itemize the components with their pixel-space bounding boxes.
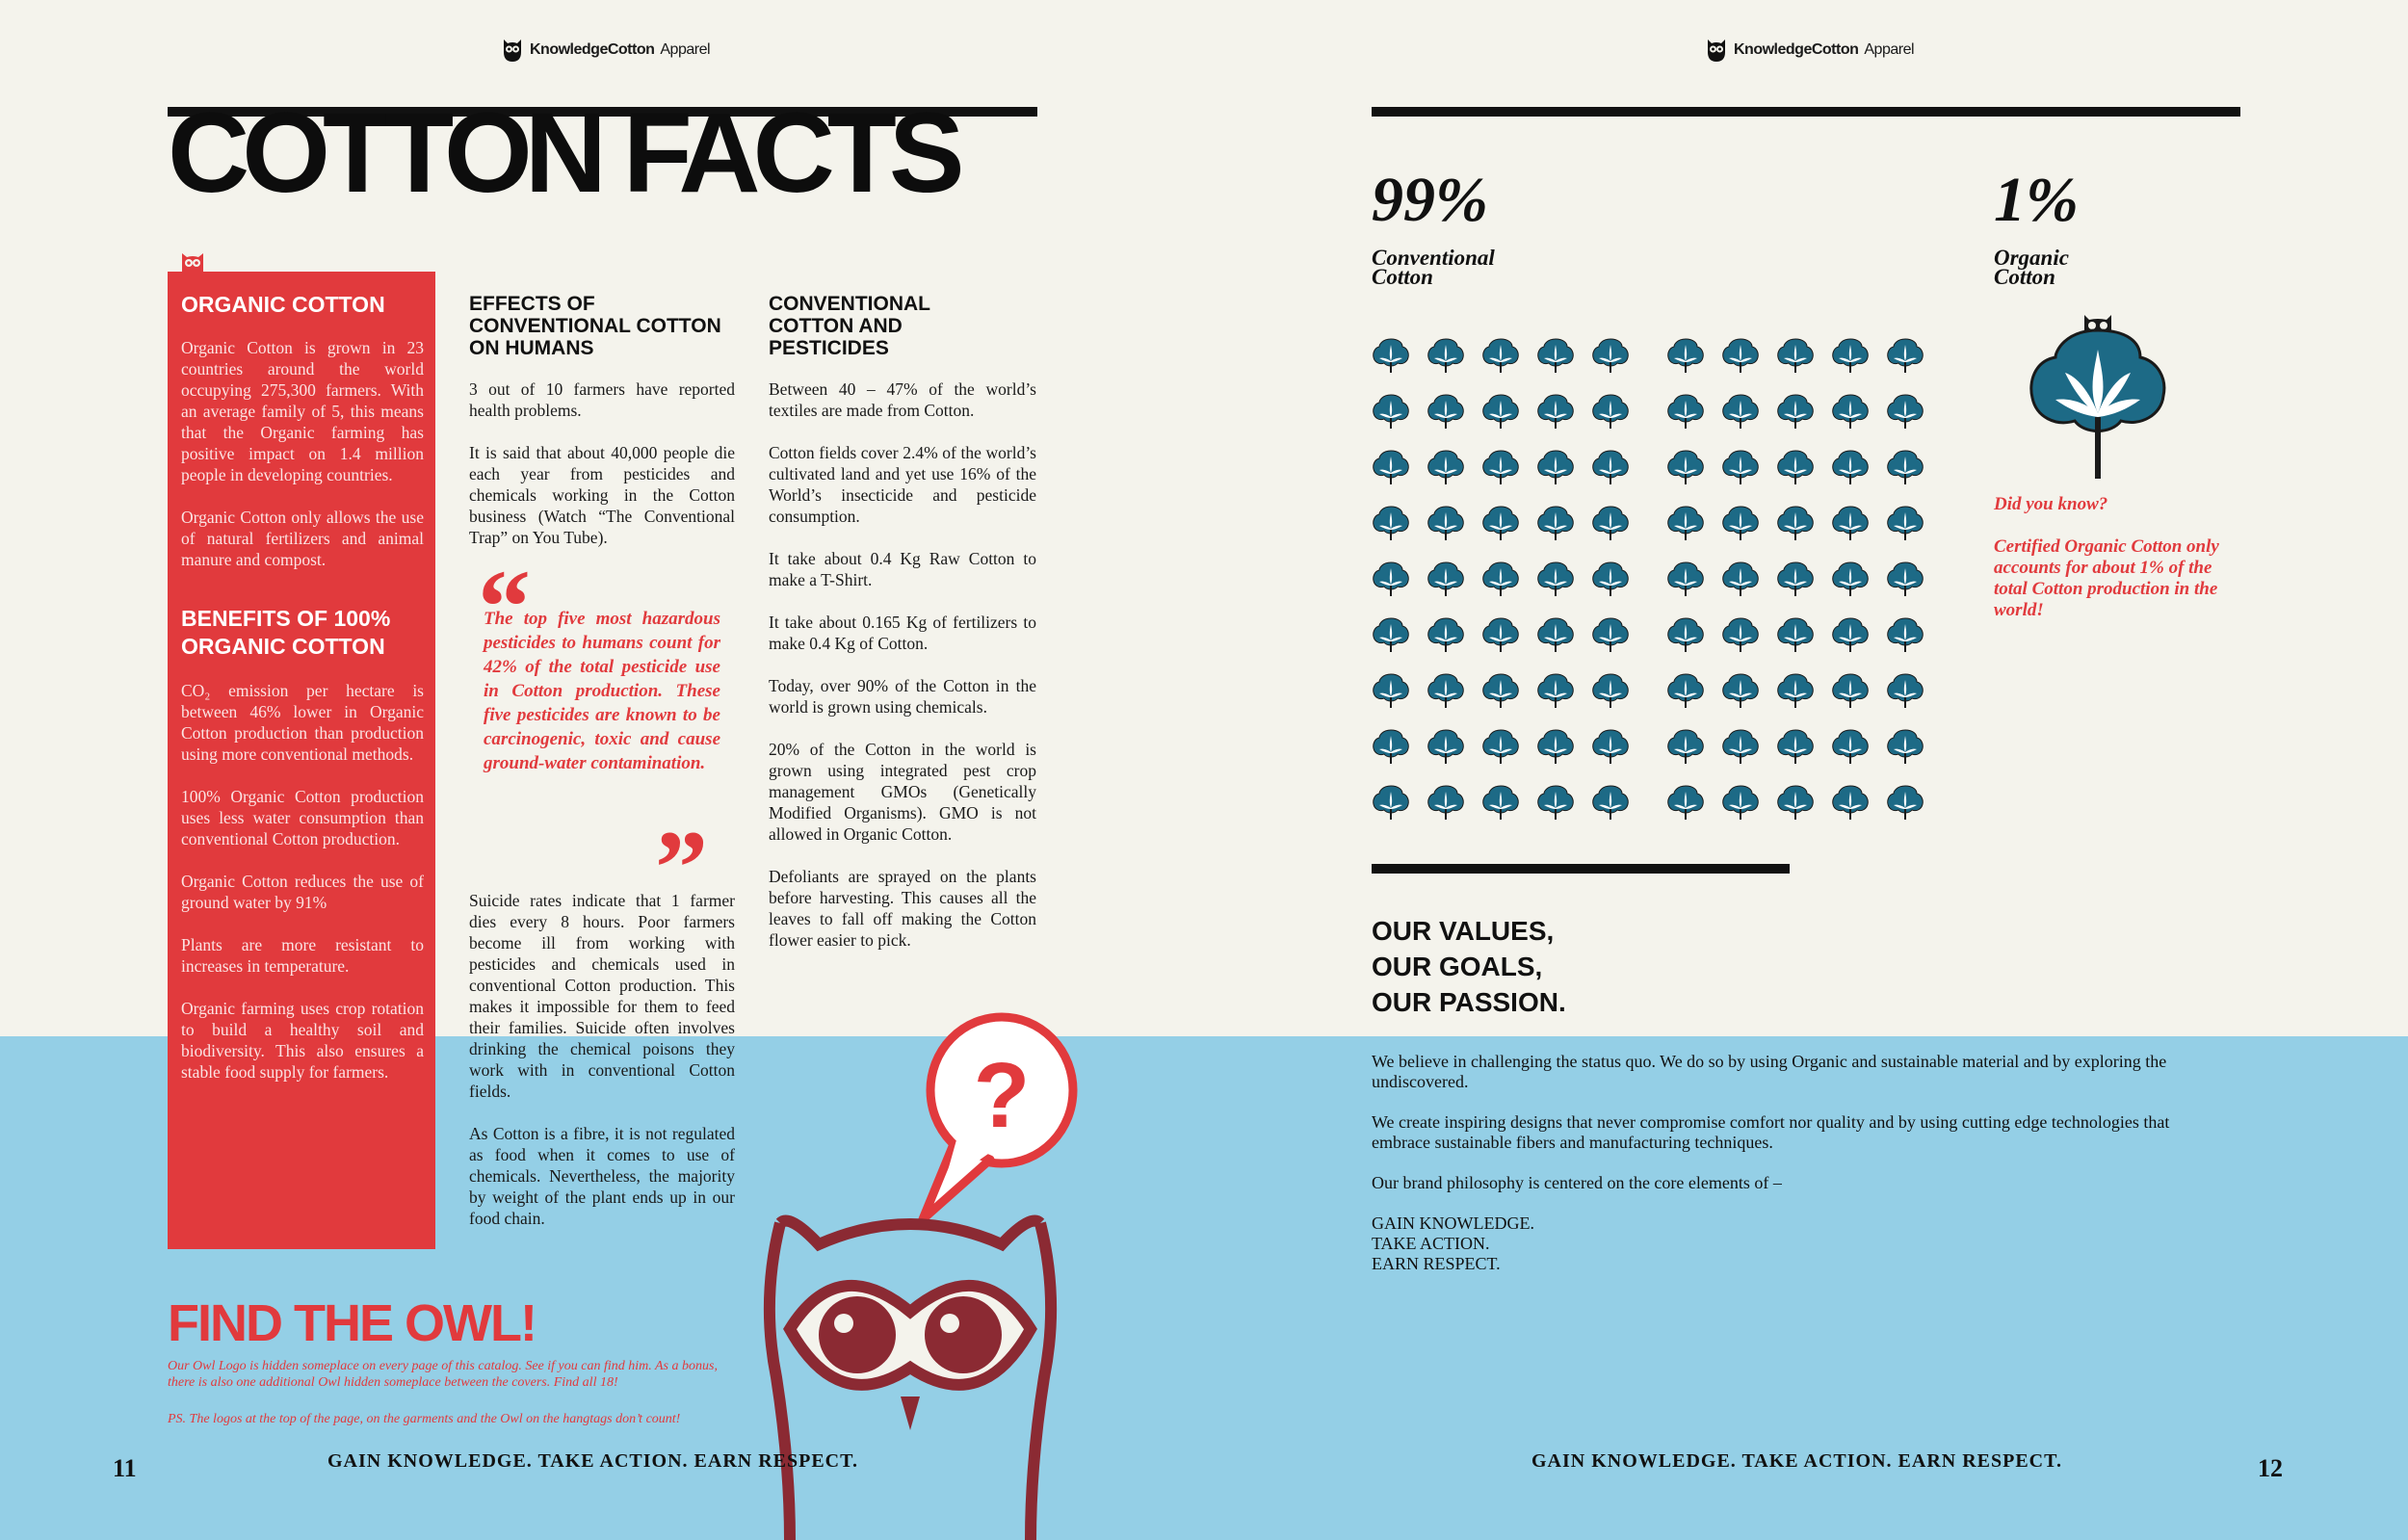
- cotton-tree-icon: [1776, 782, 1815, 821]
- conventional-paragraph: Cotton fields cover 2.4% of the world’s cultivated land and yet use 16% of the World’s insecticide and pesticide consumption.: [769, 443, 1036, 526]
- cotton-tree-icon: [1536, 335, 1575, 374]
- cotton-tree-icon: [1776, 670, 1815, 709]
- cotton-tree-icon: [1831, 726, 1870, 765]
- cotton-tree-icon: [1372, 726, 1410, 765]
- cotton-tree-icon: [1831, 391, 1870, 430]
- effects-heading: EFFECTS OF CONVENTIONAL COTTON ON HUMANS: [469, 293, 721, 359]
- cotton-tree-icon: [1536, 559, 1575, 597]
- cotton-tree-icon: [1481, 503, 1520, 541]
- cotton-tree-icon: [1666, 782, 1705, 821]
- cotton-tree-icon: [1666, 503, 1705, 541]
- conventional-paragraph: It take about 0.4 Kg Raw Cotton to make a T-Shirt.: [769, 549, 1036, 589]
- cotton-tree-icon: [1536, 391, 1575, 430]
- cotton-tree-icon: [1481, 447, 1520, 485]
- cotton-tree-icon: [1426, 670, 1465, 709]
- effects-paragraph: 3 out of 10 farmers have reported health problems.: [469, 379, 735, 420]
- cotton-tree-icon: [1591, 614, 1630, 653]
- cotton-tree-icon: [1426, 614, 1465, 653]
- cotton-tree-icon: [1536, 447, 1575, 485]
- organic-label: [1994, 248, 2069, 287]
- benefit-paragraph: Organic Cotton reduces the use of ground water by 91%: [181, 872, 424, 912]
- values-heading: [1372, 913, 1566, 1020]
- cotton-tree-icon: [1776, 726, 1815, 765]
- owl-logo-icon: [501, 37, 524, 64]
- cotton-tree-icon: [1426, 335, 1465, 374]
- cotton-tree-icon: [1831, 503, 1870, 541]
- cotton-tree-icon: [1536, 503, 1575, 541]
- cotton-tree-icon: [1426, 391, 1465, 430]
- cotton-tree-icon: [1591, 782, 1630, 821]
- cotton-tree-icon: [1372, 782, 1410, 821]
- cotton-tree-icon: [1776, 391, 1815, 430]
- cotton-tree-icon: [1831, 559, 1870, 597]
- owl-logo-icon: [1705, 37, 1728, 64]
- cotton-tree-icon: [1776, 447, 1815, 485]
- cotton-tree-icon: [1886, 670, 1924, 709]
- page-title: COTTON FACTS: [168, 90, 957, 217]
- brand-name-bold: KnowledgeCotton: [1734, 41, 1859, 58]
- cotton-tree-icon: [1886, 503, 1924, 541]
- cotton-tree-icon: [1591, 726, 1630, 765]
- cotton-tree-icon: [1886, 614, 1924, 653]
- cotton-tree-icon: [1721, 503, 1760, 541]
- cotton-tree-icon: [1481, 614, 1520, 653]
- cotton-tree-icon: [1886, 447, 1924, 485]
- cotton-tree-icon: [1591, 447, 1630, 485]
- label-line: Conventional: [1372, 246, 1495, 270]
- effects-paragraph: As Cotton is a fibre, it is not regulated as food when it comes to use of chemicals. Nevertheless, the majority by weight of the plant ends up in our food chain.: [469, 1124, 735, 1228]
- cotton-tree-icon: [1372, 614, 1410, 653]
- cotton-tree-icon: [1721, 559, 1760, 597]
- cotton-tree-icon: [1666, 559, 1705, 597]
- organic-paragraph: Organic Cotton is grown in 23 countries around the world occupying 275,300 farmers. With an average family of 5, this means that the Organic farming has positive impact on 1.4 million people in developing countries.: [181, 338, 424, 484]
- label-line: Cotton: [1372, 265, 1433, 289]
- cotton-tree-icon: [1776, 614, 1815, 653]
- cotton-tree-grid: [1372, 335, 1936, 817]
- footer-motto-right: GAIN KNOWLEDGE. TAKE ACTION. EARN RESPECT.: [1531, 1450, 2062, 1472]
- motto-line: EARN RESPECT.: [1372, 1254, 1501, 1273]
- organic-heading: ORGANIC COTTON: [181, 292, 385, 317]
- label-line: Cotton: [1994, 265, 2055, 289]
- brand-logo-left[interactable]: [501, 37, 710, 64]
- conventional-paragraph: 20% of the Cotton in the world is grown using integrated pest crop management GMOs (Genetically Modified Organisms). GMO is not allowed in Organic Cotton.: [769, 740, 1036, 844]
- values-text: [1372, 1052, 2219, 1274]
- brand-logo-right[interactable]: [1705, 37, 1914, 64]
- cotton-tree-icon: [1666, 335, 1705, 374]
- benefits-text: [181, 680, 424, 1104]
- cotton-tree-icon: [1831, 614, 1870, 653]
- cotton-tree-icon: [1886, 782, 1924, 821]
- cotton-tree-icon: [1481, 782, 1520, 821]
- effects-text-bottom: [469, 890, 735, 1250]
- effects-paragraph: Suicide rates indicate that 1 farmer dies every 8 hours. Poor farmers become ill from working with pesticides and chemicals used in conventional Cotton production. This makes it impossible for them to feed their families. Suicide often involves drinking the chemical poisons they work with in conventional Cotton fields.: [469, 891, 735, 1101]
- owl-icon: [179, 252, 206, 274]
- conventional-text: [769, 378, 1036, 972]
- cotton-tree-icon: [1721, 670, 1760, 709]
- cotton-tree-icon: [1372, 559, 1410, 597]
- cotton-tree-icon: [1721, 782, 1760, 821]
- cotton-tree-icon: [1481, 335, 1520, 374]
- top-rule-right: [1372, 107, 2240, 117]
- effects-paragraph: It is said that about 40,000 people die each year from pesticides and chemicals working in the Cotton business (Watch “The Conventional Trap” on You Tube).: [469, 443, 735, 547]
- organic-percent: 1%: [1994, 165, 2079, 235]
- conventional-paragraph: Defoliants are sprayed on the plants before harvesting. This causes all the leaves to fall off making the Cotton flower easier to pick.: [769, 867, 1036, 950]
- cotton-tree-icon: [1666, 726, 1705, 765]
- cotton-tree-icon: [1666, 391, 1705, 430]
- cotton-tree-icon: [1776, 335, 1815, 374]
- benefit-paragraph: Organic farming uses crop rotation to build a healthy soil and biodiversity. This also ensures a stable food supply for farmers.: [181, 999, 424, 1082]
- values-paragraph: Our brand philosophy is centered on the core elements of –: [1372, 1173, 1782, 1192]
- cotton-tree-icon: [1776, 559, 1815, 597]
- cotton-tree-icon: [1426, 559, 1465, 597]
- cotton-tree-icon: [1426, 503, 1465, 541]
- values-paragraph: We create inspiring designs that never compromise comfort nor quality and by using cutting edge technologies that embrace sustainable fibers and manufacturing techniques.: [1372, 1112, 2170, 1152]
- organic-cotton-tree-icon: [2027, 313, 2169, 479]
- cotton-tree-icon: [1886, 391, 1924, 430]
- benefit-paragraph: 100% Organic Cotton production uses less water consumption than conventional Cotton production.: [181, 787, 424, 848]
- cotton-tree-icon: [1481, 726, 1520, 765]
- benefit-paragraph: CO₂ emission per hectare is between 46% lower in Organic Cotton production than production using more conventional methods.: [181, 681, 424, 764]
- organic-sidebar: [168, 272, 435, 1249]
- values-paragraph: We believe in challenging the status quo. We do so by using Organic and sustainable material and by exploring the undiscovered.: [1372, 1052, 2167, 1091]
- cotton-tree-icon: [1536, 614, 1575, 653]
- cotton-tree-icon: [1831, 782, 1870, 821]
- cotton-tree-icon: [1372, 670, 1410, 709]
- conventional-percent: 99%: [1372, 165, 1488, 235]
- cotton-tree-icon: [1721, 614, 1760, 653]
- values-heading-line: OUR GOALS,: [1372, 952, 1543, 981]
- values-rule: [1372, 864, 1790, 874]
- conventional-heading: CONVENTIONAL COTTON AND PESTICIDES: [769, 293, 930, 359]
- cotton-tree-icon: [1591, 335, 1630, 374]
- cotton-tree-icon: [1591, 559, 1630, 597]
- cotton-tree-icon: [1831, 335, 1870, 374]
- values-heading-line: OUR PASSION.: [1372, 987, 1566, 1017]
- cotton-tree-icon: [1831, 670, 1870, 709]
- cotton-tree-icon: [1591, 391, 1630, 430]
- cotton-tree-icon: [1886, 726, 1924, 765]
- cotton-tree-icon: [1776, 503, 1815, 541]
- cotton-tree-icon: [1372, 391, 1410, 430]
- cotton-tree-icon: [1721, 335, 1760, 374]
- cotton-tree-icon: [1426, 447, 1465, 485]
- motto-line: GAIN KNOWLEDGE.: [1372, 1214, 1534, 1233]
- label-line: Organic: [1994, 246, 2069, 270]
- brand-name-bold: KnowledgeCotton: [530, 41, 655, 58]
- conventional-paragraph: Between 40 – 47% of the world’s textiles are made from Cotton.: [769, 379, 1036, 420]
- cotton-tree-icon: [1721, 726, 1760, 765]
- page-number-left: 11: [113, 1454, 137, 1482]
- brand-name-thin: Apparel: [1864, 41, 1915, 58]
- find-owl-ps: PS. The logos at the top of the page, on the garments and the Owl on the hangtags don’t count!: [168, 1412, 681, 1426]
- open-quote-mark: “: [478, 548, 531, 666]
- cotton-tree-icon: [1536, 670, 1575, 709]
- cotton-tree-icon: [1481, 559, 1520, 597]
- cotton-tree-icon: [1536, 782, 1575, 821]
- speech-question-mark: ?: [973, 1044, 1031, 1147]
- cotton-tree-icon: [1426, 726, 1465, 765]
- pesticide-quote: The top five most hazardous pesticides to humans count for 42% of the total pesticide use in Cotton production. These five pesticides are known to be carcinogenic, toxic and cause ground-water contamination.: [484, 609, 720, 773]
- cotton-tree-icon: [1591, 503, 1630, 541]
- cotton-tree-icon: [1536, 726, 1575, 765]
- page-number-right: 12: [2258, 1454, 2283, 1482]
- did-you-know-heading: Did you know?: [1994, 494, 2108, 514]
- cotton-tree-icon: [1721, 447, 1760, 485]
- cotton-tree-icon: [1666, 447, 1705, 485]
- cotton-tree-icon: [1481, 670, 1520, 709]
- cotton-tree-icon: [1372, 447, 1410, 485]
- cotton-tree-icon: [1372, 503, 1410, 541]
- cotton-tree-icon: [1831, 447, 1870, 485]
- effects-text-top: [469, 378, 735, 569]
- find-owl-text: Our Owl Logo is hidden someplace on every page of this catalog. See if you can find him. As a bonus, there is also one additional Owl hidden someplace between the covers. Find all 18!: [168, 1359, 718, 1390]
- organic-text: [181, 337, 424, 591]
- cotton-tree-icon: [1426, 782, 1465, 821]
- cotton-tree-icon: [1591, 670, 1630, 709]
- did-you-know-text: Certified Organic Cotton only accounts for about 1% of the total Cotton production in the world!: [1994, 536, 2219, 620]
- values-heading-line: OUR VALUES,: [1372, 916, 1555, 946]
- benefits-heading: BENEFITS OF 100% ORGANIC COTTON: [181, 606, 391, 659]
- cotton-tree-icon: [1721, 391, 1760, 430]
- find-owl-title: FIND THE OWL!: [168, 1294, 536, 1352]
- cotton-tree-icon: [1886, 335, 1924, 374]
- benefit-paragraph: Plants are more resistant to increases in temperature.: [181, 935, 424, 976]
- close-quote-mark: ”: [655, 809, 708, 927]
- footer-motto-left: GAIN KNOWLEDGE. TAKE ACTION. EARN RESPECT.: [327, 1450, 858, 1472]
- motto-line: TAKE ACTION.: [1372, 1234, 1490, 1253]
- cotton-tree-icon: [1886, 559, 1924, 597]
- conventional-label: [1372, 248, 1495, 287]
- cotton-tree-icon: [1666, 670, 1705, 709]
- cotton-tree-icon: [1481, 391, 1520, 430]
- conventional-paragraph: Today, over 90% of the Cotton in the world is grown using chemicals.: [769, 676, 1036, 717]
- organic-paragraph: Organic Cotton only allows the use of natural fertilizers and animal manure and compost.: [181, 508, 424, 569]
- conventional-paragraph: It take about 0.165 Kg of fertilizers to make 0.4 Kg of Cotton.: [769, 613, 1036, 653]
- brand-name-thin: Apparel: [660, 41, 711, 58]
- cotton-tree-icon: [1666, 614, 1705, 653]
- cotton-tree-icon: [1372, 335, 1410, 374]
